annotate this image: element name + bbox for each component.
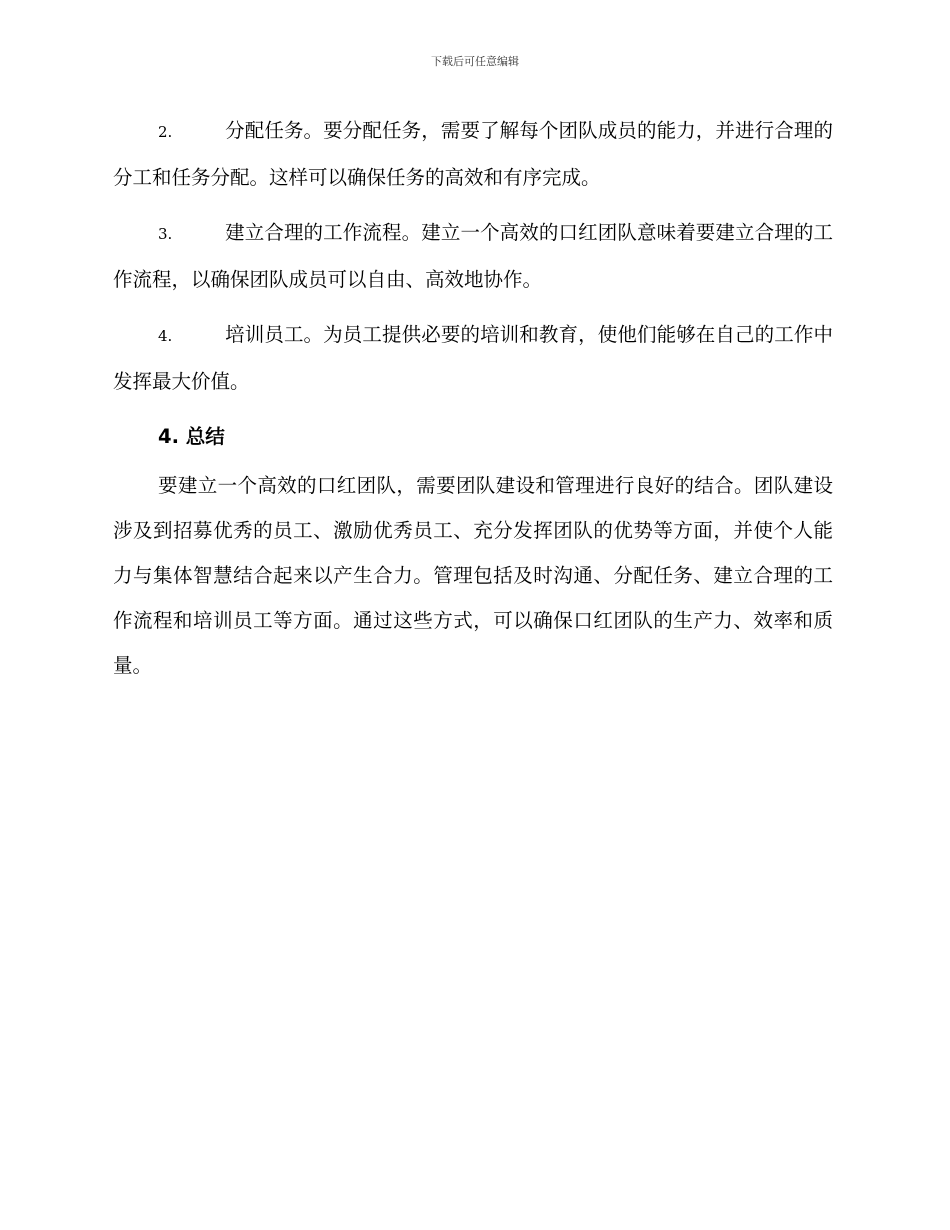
- list-item-number: 4.: [158, 327, 173, 345]
- list-item-number: 3.: [158, 225, 173, 243]
- summary-paragraph: 要建立一个高效的口红团队，需要团队建设和管理进行良好的结合。团队建设涉及到招募优秀的员工、激励优秀员工、充分发挥团队的优势等方面，并使个人能力与集体智慧结合起来以产生合力。管理包括及时沟通、分配任务、建立合理的工作流程和培训员工等方面。通过这些方式，可以确保口红团队的生产力、效率和质量。: [113, 474, 833, 677]
- section-heading: 4. 总结: [158, 425, 225, 448]
- list-item-text: 分配任务。要分配任务，需要了解每个团队成员的能力，并进行合理的分工和任务分配。这样可以确保任务的高效和有序完成。: [113, 119, 833, 189]
- document-body: [113, 108, 833, 688]
- list-item-text: 建立合理的工作流程。建立一个高效的口红团队意味着要建立合理的工作流程，以确保团队成员可以自由、高效地协作。: [113, 221, 833, 291]
- list-item-text: 培训员工。为员工提供必要的培训和教育，使他们能够在自己的工作中发挥最大价值。: [113, 323, 833, 393]
- list-item: [113, 312, 833, 404]
- list-item: [113, 108, 833, 200]
- list-item-number: 2.: [158, 123, 173, 141]
- page-header: 下载后可任意编辑: [431, 55, 519, 68]
- list-item: [113, 210, 833, 302]
